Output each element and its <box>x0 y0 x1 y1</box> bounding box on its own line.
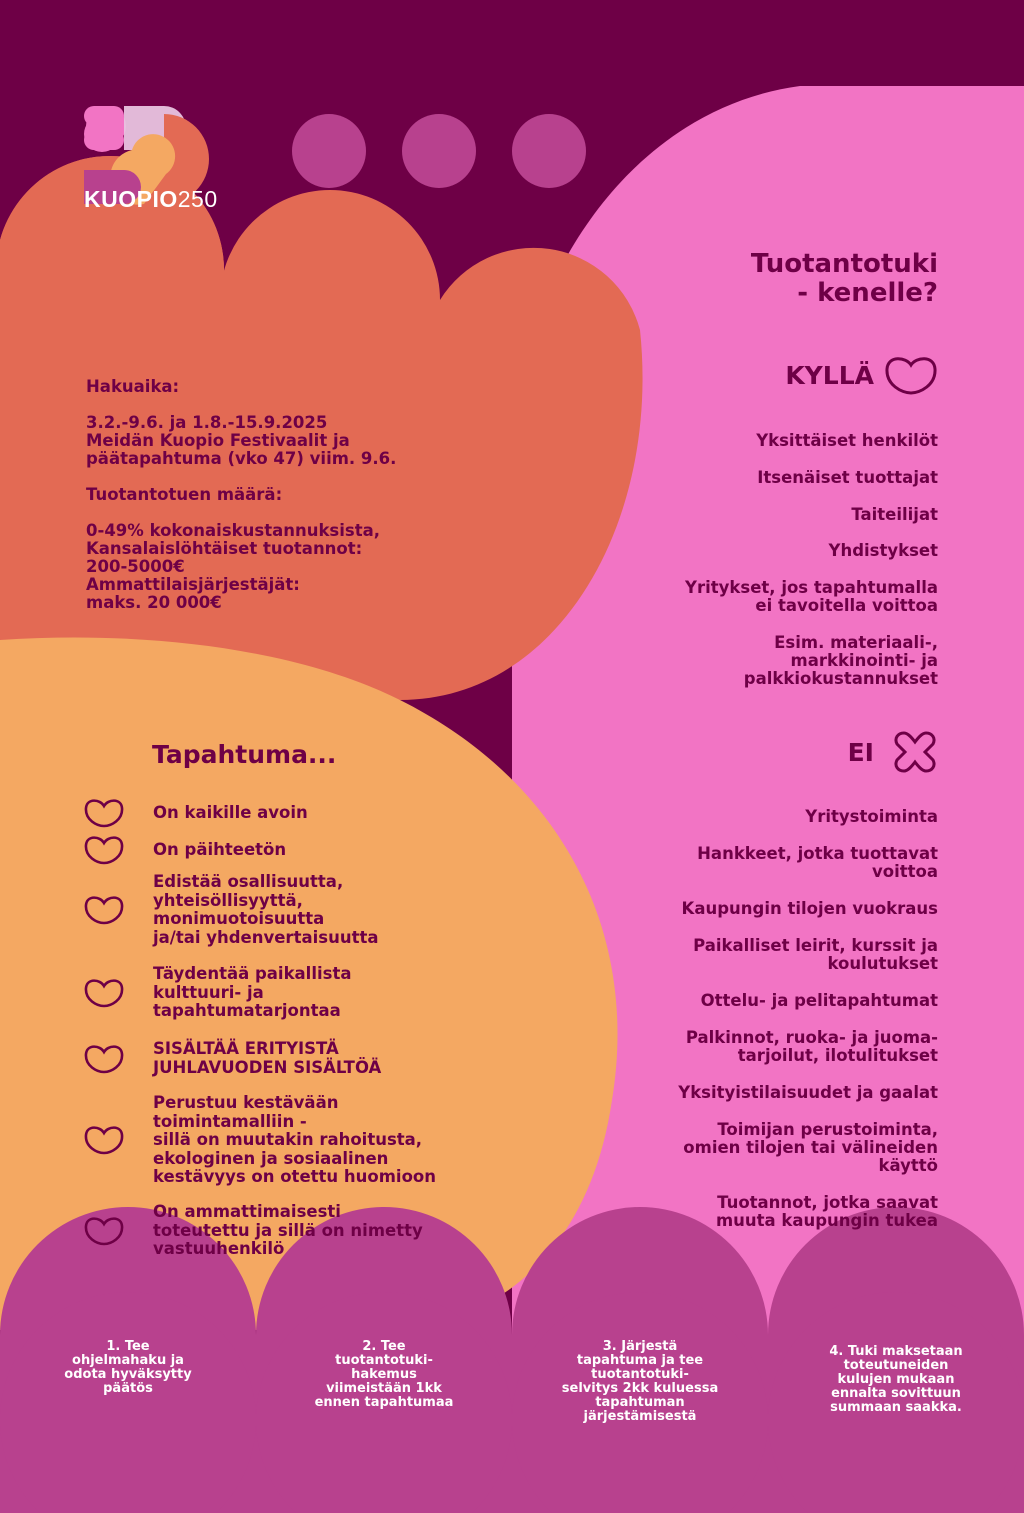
event-criterion <box>84 835 524 865</box>
text-line: tapahtuman <box>595 1395 685 1410</box>
text-line: 2. Tee <box>362 1339 406 1354</box>
text-line: koulutukset <box>827 954 938 973</box>
event-criterion <box>84 1094 524 1187</box>
text-line: On kaikille avoin <box>153 802 308 822</box>
event-criterion-label <box>153 1094 436 1187</box>
hakuaika-label: Hakuaika: <box>86 377 180 396</box>
text-line: järjestämisestä <box>583 1409 697 1424</box>
yes-label: KYLLÄ <box>785 360 874 390</box>
no-list-item <box>701 992 938 1010</box>
no-list <box>518 808 938 1248</box>
no-list-item <box>716 1194 938 1230</box>
text-line: tapahtumatarjontaa <box>153 1001 341 1020</box>
hakuaika-dates: 3.2.-9.6. ja 1.8.-15.9.2025 <box>86 413 328 432</box>
text-line: Hankkeet, jotka tuottavat <box>697 844 938 863</box>
application-info <box>86 378 506 612</box>
event-criterion <box>84 965 524 1021</box>
no-label: EI <box>847 737 874 767</box>
heart-outline-icon <box>84 978 124 1008</box>
text-line: Kaupungin tilojen vuokraus <box>681 899 938 918</box>
maara-text: maks. 20 000€ <box>86 593 222 612</box>
text-line: 3. Järjestä <box>602 1339 678 1354</box>
text-line: ja/tai yhdenvertaisuutta <box>153 927 379 947</box>
text-line: selvitys 2kk kuluessa <box>561 1381 719 1396</box>
text-line: monimuotoisuutta <box>153 909 325 928</box>
text-line: toteutettu ja sillä on nimetty <box>153 1220 423 1240</box>
no-list-item <box>805 808 938 826</box>
text-line: voittoa <box>872 862 938 881</box>
yes-list-item <box>757 469 938 487</box>
no-list-item <box>683 1121 938 1175</box>
maara-label: Tuotantotuen määrä: <box>86 485 283 504</box>
text-line: Täydentää paikallista <box>153 964 352 983</box>
text-line: odota hyväksytty <box>64 1367 192 1382</box>
hakuaika-text: päätapahtuma (vko 47) viim. 9.6. <box>86 449 397 468</box>
cross-outline-icon <box>892 730 938 774</box>
event-criterion <box>84 1040 524 1077</box>
page-title: Tuotantotuki - kenelle? <box>750 249 938 308</box>
text-line: 4. Tuki maksetaan <box>829 1344 963 1359</box>
heart-outline-icon <box>84 895 124 925</box>
event-criterion <box>84 873 524 947</box>
text-line: hakemus <box>351 1367 417 1382</box>
step-1 <box>28 1340 228 1396</box>
text-line: Yksittäiset henkilöt <box>756 431 938 450</box>
maara-text: 200-5000€ <box>86 557 185 576</box>
text-line: Tuotannot, jotka saavat <box>717 1193 938 1212</box>
text-line: Palkinnot, ruoka- ja juoma- <box>685 1028 938 1047</box>
text-line: tuotantotuki- <box>591 1367 689 1382</box>
yes-list-item <box>685 579 938 615</box>
decorative-dot <box>512 114 586 188</box>
event-title: Tapahtuma... <box>152 740 337 769</box>
heart-outline-icon <box>84 1216 124 1246</box>
no-list-item <box>697 845 938 881</box>
text-line: kulttuuri- ja <box>153 982 264 1002</box>
heart-outline-icon <box>84 798 124 828</box>
text-line: Toimijan perustoiminta, <box>717 1120 938 1139</box>
text-line: markkinointi- ja <box>790 651 938 670</box>
text-line: käyttö <box>878 1156 938 1175</box>
text-line: Perustuu kestävään <box>153 1093 339 1112</box>
step-3 <box>540 1340 740 1424</box>
step-2 <box>284 1340 484 1410</box>
text-line: omien tilojen tai välineiden <box>683 1138 938 1157</box>
heart-outline-icon <box>84 835 124 865</box>
event-criterion-label <box>153 841 286 860</box>
text-line: sillä on muutakin rahoitusta, <box>153 1130 423 1149</box>
text-line: päätös <box>103 1381 153 1396</box>
maara-text: 0-49% kokonaiskustannuksista, <box>86 521 381 540</box>
text-line: summaan saakka. <box>830 1400 962 1415</box>
heart-outline-icon <box>884 355 938 395</box>
text-line: Taiteilijat <box>851 505 938 524</box>
yes-header <box>785 355 938 395</box>
event-criterion-label <box>153 965 351 1021</box>
logo-wordmark: KUOPIO250 <box>84 186 218 212</box>
text-line: muuta kaupungin tukea <box>715 1211 938 1230</box>
event-criterion-label <box>153 1040 381 1077</box>
yes-list-item <box>744 634 938 688</box>
event-criterion <box>84 798 524 828</box>
text-line: tapahtuma ja tee <box>576 1353 704 1368</box>
text-line: Yritystoiminta <box>805 807 938 826</box>
text-line: ekologinen ja sosiaalinen <box>153 1148 389 1168</box>
text-line: tarjoilut, ilotulitukset <box>737 1046 938 1065</box>
heart-outline-icon <box>84 1125 124 1155</box>
text-line: toteutuneiden <box>843 1358 949 1373</box>
maara-text: Ammattilaisjärjestäjät: <box>86 575 300 594</box>
text-line: Esim. materiaali-, <box>774 633 938 652</box>
text-line: SISÄLTÄÄ ERITYISTÄ <box>153 1039 339 1058</box>
event-criterion-label <box>153 873 378 947</box>
no-header <box>848 730 938 774</box>
text-line: palkkiokustannukset <box>743 669 938 688</box>
yes-list <box>538 432 938 712</box>
text-line: Yritykset, jos tapahtumalla <box>685 578 938 597</box>
text-line: viimeistään 1kk <box>326 1381 442 1396</box>
text-line: Paikalliset leirit, kurssit ja <box>693 936 938 955</box>
text-line: ei tavoitella voittoa <box>755 596 938 615</box>
no-list-item <box>686 1029 938 1065</box>
text-line: On ammattimaisesti <box>153 1202 341 1221</box>
text-line: ennen tapahtumaa <box>314 1395 454 1410</box>
text-line: ohjelmahaku ja <box>72 1353 184 1368</box>
event-criterion-label <box>153 1203 423 1259</box>
text-line: Edistää osallisuutta, <box>153 872 344 891</box>
no-list-item <box>682 900 938 918</box>
no-list-item <box>693 937 938 973</box>
decorative-dot <box>292 114 366 188</box>
hakuaika-text: Meidän Kuopio Festivaalit ja <box>86 431 350 450</box>
text-line: ennalta sovittuun <box>831 1386 961 1401</box>
text-line: kulujen mukaan <box>837 1372 955 1387</box>
text-line: vastuuhenkilö <box>153 1239 285 1258</box>
text-line: toimintamalliin - <box>153 1111 307 1131</box>
event-criterion <box>84 1203 524 1259</box>
text-line: JUHLAVUODEN SISÄLTÖÄ <box>153 1057 382 1077</box>
decorative-dot <box>402 114 476 188</box>
text-line: Yksityistilaisuudet ja gaalat <box>678 1083 938 1102</box>
yes-list-item <box>851 506 938 524</box>
event-criterion-label <box>153 804 308 823</box>
heart-outline-icon <box>84 1044 124 1074</box>
text-line: Ottelu- ja pelitapahtumat <box>700 991 938 1010</box>
text-line: On päihteetön <box>153 839 287 859</box>
maara-text: Kansalaislöhtäiset tuotannot: <box>86 539 363 558</box>
text-line: kestävyys on otettu huomioon <box>153 1167 436 1186</box>
text-line: 1. Tee <box>106 1339 150 1354</box>
yes-list-item <box>756 432 938 450</box>
text-line: yhteisöllisyyttä, <box>153 890 303 910</box>
text-line: Itsenäiset tuottajat <box>757 468 938 487</box>
yes-list-item <box>829 542 939 560</box>
text-line: Yhdistykset <box>828 541 938 560</box>
no-list-item <box>678 1084 938 1102</box>
step-4 <box>796 1345 996 1415</box>
text-line: tuotantotuki- <box>335 1353 433 1368</box>
